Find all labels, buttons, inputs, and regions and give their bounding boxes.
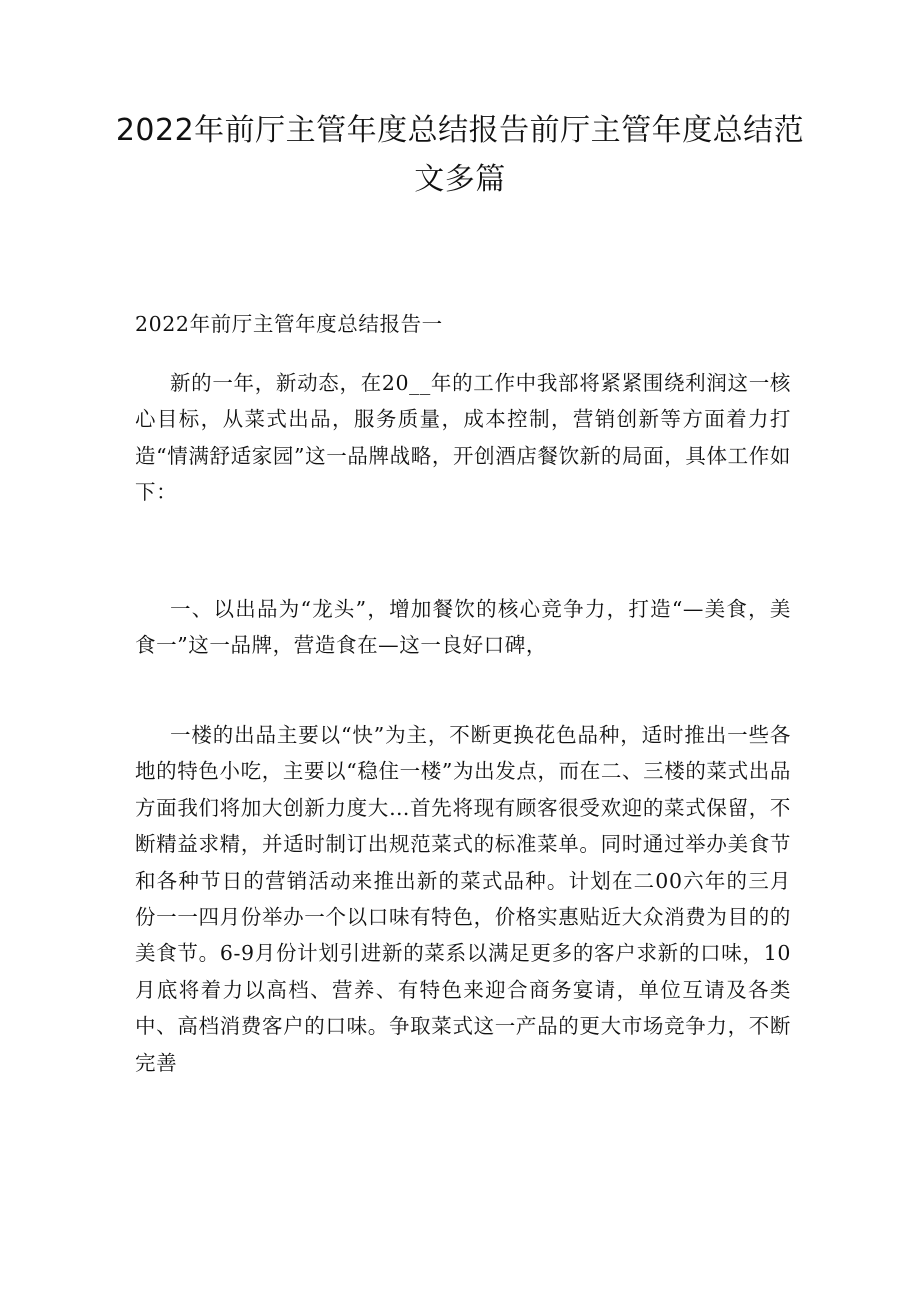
paragraph-first-floor: 一楼的出品主要以“快”为主，不断更换花色品种，适时推出一些各地的特色小吃，主要以“稳住一楼”为出发点，而在二、三楼的菜式出品方面我们将加大创新力度大…首先将现有顾客很受欢迎的菜式保留，不断精益求精，并适时制订出规范菜式的标准菜单。同时通过举办美食节和各种节日的营销活动来推出新的菜式品种。计划在二00六年的三月份一一四月份举办一个以口味有特色，价格实惠贴近大众消费为目的的美食节。6-9月份计划引进新的菜系以满足更多的客户求新的口味，10月底将着力以高档、营养、有特色来迎合商务宴请，单位互请及各类中、高档消费客户的口味。争取菜式这一产品的更大市场竞争力，不断完善	[135, 723, 791, 1075]
paragraph-item-one: 一、以出品为“龙头”，增加餐饮的核心竞争力，打造“—美食，美食一”这一品牌，营造食在—这一良好口碑，	[135, 597, 791, 658]
paragraph-intro: 新的一年，新动态，在20__年的工作中我部将紧紧围绕利润这一核心目标，从菜式出品，服务质量，成本控制，营销创新等方面着力打造“情满舒适家园”这一品牌战略，开创酒店餐饮新的局面，具体工作如下：	[135, 371, 791, 505]
document-title: 2022年前厅主管年度总结报告前厅主管年度总结范文多篇	[115, 113, 805, 197]
section-heading: 2022年前厅主管年度总结报告一	[135, 312, 443, 336]
